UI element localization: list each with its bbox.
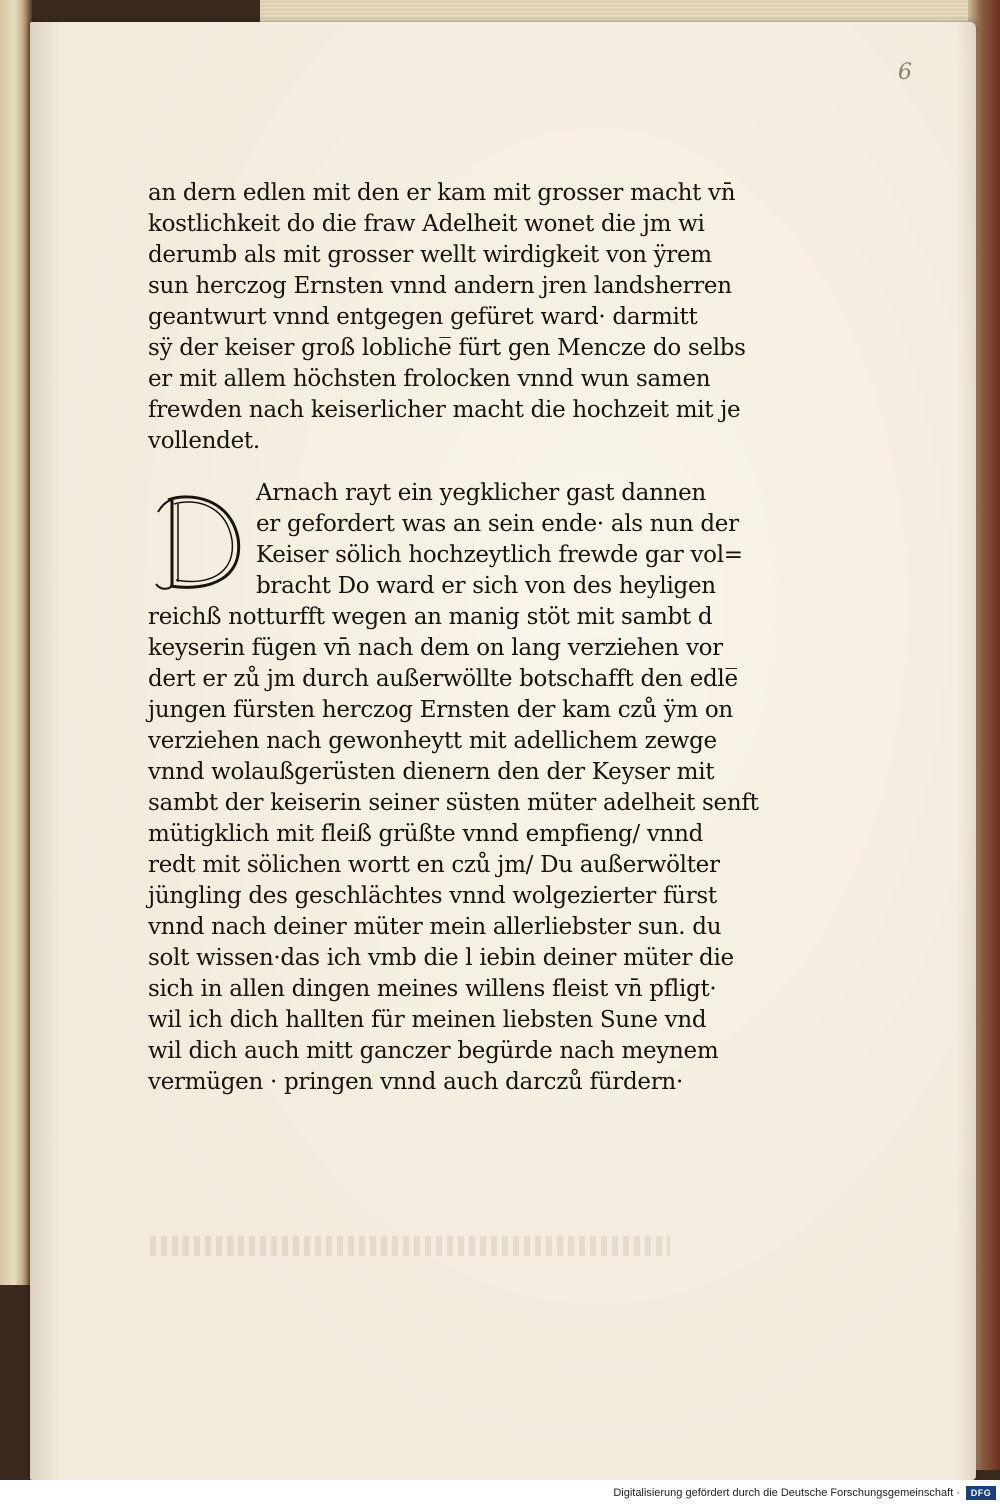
text-line: keyserin fügen vn̄ nach dem on lang verziehen vor <box>148 635 723 661</box>
dfg-credit-text: Digitalisierung gefördert durch die Deutsche Forschungsgemeinschaft · <box>613 1487 960 1499</box>
text-line: frewden nach keiserlicher macht die hochzeit mit je <box>148 397 741 423</box>
text-line: sambt der keiserin seiner süsten müter adelheit senft <box>148 790 759 816</box>
text-line: sÿ der keiser groß lobliche̅ fürt gen Mencze do selbs <box>148 335 746 361</box>
text-line: kostlichkeit do die fraw Adelheit wonet die jm wi <box>148 211 705 237</box>
text-line: verziehen nach gewonheytt mit adellichem zewge <box>148 728 717 754</box>
text-line: er gefordert was an sein ende· als nun der <box>256 511 739 537</box>
text-line: vollendet. <box>148 428 260 454</box>
show-through-text <box>160 422 800 482</box>
text-line: reichß notturfft wegen an manig stöt mit sambt d <box>148 604 713 630</box>
paragraph-1 <box>148 178 788 457</box>
text-line: dert er zů jm durch außerwöllte botschafft den edle̅ <box>148 666 738 692</box>
show-through-smudge <box>150 1236 670 1256</box>
text-line: geantwurt vnnd entgegen gefüret ward· darmitt <box>148 304 698 330</box>
text-line: vnnd wolaußgerüsten dienern den der Keyser mit <box>148 759 715 785</box>
text-line: vnnd nach deiner müter mein allerliebster sun. du <box>148 914 722 940</box>
text-line: mütigklich mit fleiß grüßte vnnd empfieng/ vnnd <box>148 821 704 847</box>
text-line: sun herczog Ernsten vnnd andern jren landsherren <box>148 273 732 299</box>
text-line: Keiser sölich hochzeytlich frewde gar vol= <box>256 542 743 568</box>
text-line: vermügen · pringen vnnd auch darczů fürdern· <box>148 1069 683 1095</box>
text-line: derumb als mit grosser wellt wirdigkeit von ÿrem <box>148 242 712 268</box>
text-line: sich in allen dingen meines willens fleist vn̄ pfligt· <box>148 976 717 1002</box>
text-line: jungen fürsten herczog Ernsten der kam czů ÿm on <box>148 697 733 723</box>
text-line: redt mit sölichen wortt en czů jm/ Du außerwölter <box>148 852 720 878</box>
text-line: Arnach rayt ein yegklicher gast dannen <box>256 480 706 506</box>
text-line: wil dich auch mitt ganczer begürde nach meynem <box>148 1038 719 1064</box>
text-line: bracht Do ward er sich von des heyligen <box>256 573 716 599</box>
text-line: an dern edlen mit den er kam mit grosser macht vn̄ <box>148 180 736 206</box>
text-line: jüngling des geschlächtes vnnd wolgezierter fürst <box>148 883 717 909</box>
text-line: wil ich dich hallten für meinen liebsten Sune vnd <box>148 1007 707 1033</box>
paragraph-2 <box>148 478 788 1098</box>
dfg-logo-icon: DFG <box>966 1486 996 1500</box>
folio-number: 6 <box>898 60 912 85</box>
text-line: er mit allem höchsten frolocken vnnd wun samen <box>148 366 711 392</box>
text-line: solt wissen·das ich vmb die l iebin deiner müter die <box>148 945 734 971</box>
